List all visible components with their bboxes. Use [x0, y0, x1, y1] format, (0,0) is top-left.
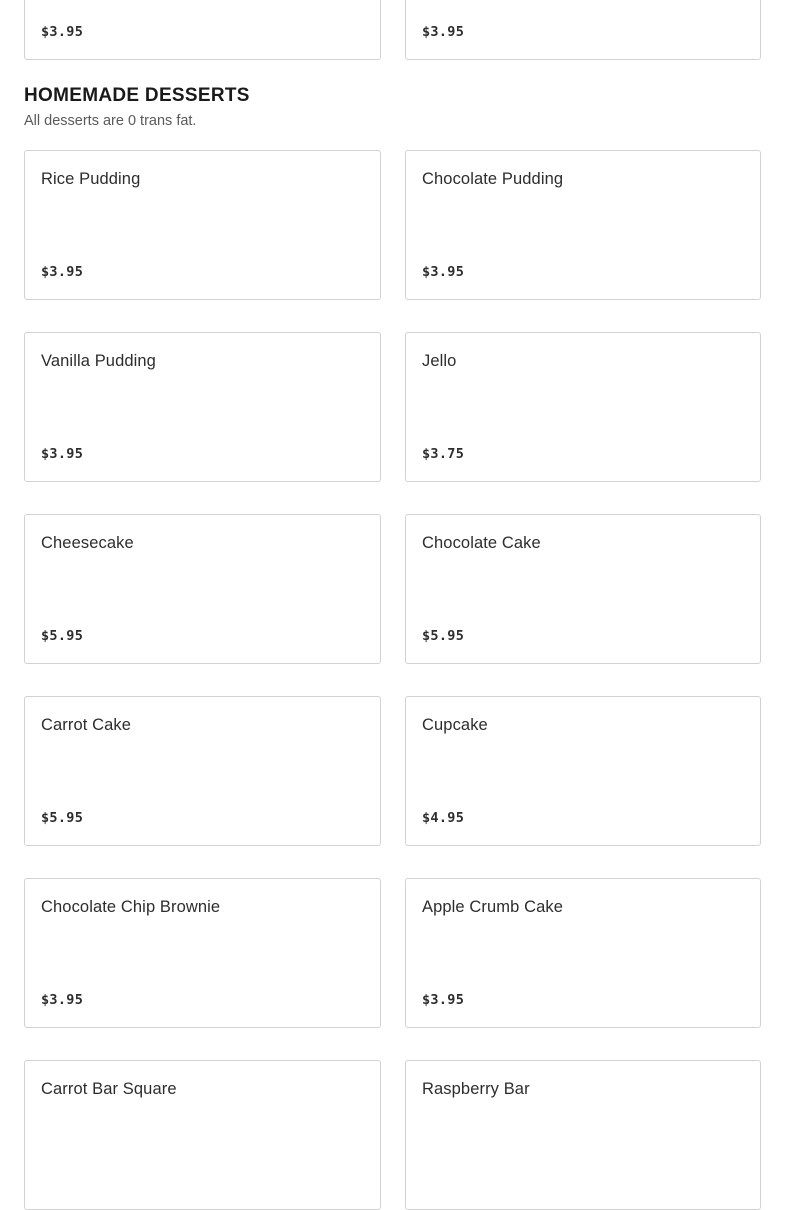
menu-item-name: Raspberry Bar	[422, 1080, 530, 1098]
section-title: HOMEMADE DESSERTS	[24, 85, 250, 106]
menu-item-card[interactable]	[24, 514, 381, 664]
menu-item-price: $3.95	[41, 264, 84, 280]
menu-item-price: $3.95	[422, 992, 465, 1008]
menu-item-name: Chocolate Cake	[422, 534, 541, 552]
menu-item-name: Chocolate Chip Brownie	[41, 898, 221, 916]
menu-item-name: Jello	[422, 352, 457, 370]
menu-item-card[interactable]	[405, 332, 761, 482]
menu-item-price: $5.95	[41, 810, 84, 826]
menu-item-name: Apple Crumb Cake	[422, 898, 563, 916]
desserts-grid	[24, 150, 761, 1210]
menu-item-card[interactable]	[24, 696, 381, 846]
menu-item-card[interactable]	[405, 1060, 761, 1210]
menu-item-card[interactable]	[405, 0, 761, 60]
menu-item-name: Cheesecake	[41, 534, 134, 552]
menu-item-price: $3.95	[41, 24, 84, 40]
menu-item-name: Carrot Bar Square	[41, 1080, 177, 1098]
menu-item-card[interactable]	[24, 150, 381, 300]
menu-item-name: Vanilla Pudding	[41, 352, 156, 370]
menu-item-price: $3.95	[41, 446, 84, 462]
menu-item-card[interactable]	[24, 332, 381, 482]
menu-item-name: Carrot Cake	[41, 716, 132, 734]
menu-item-price: $5.95	[41, 628, 84, 644]
menu-item-name: Rice Pudding	[41, 170, 141, 188]
menu-item-card[interactable]	[24, 878, 381, 1028]
desserts-section-header	[24, 84, 250, 130]
menu-item-price: $3.95	[422, 24, 465, 40]
menu-item-name: Chocolate Pudding	[422, 170, 564, 188]
menu-item-price: $3.75	[422, 446, 465, 462]
menu-item-price: $5.95	[422, 628, 465, 644]
menu-item-name: Cupcake	[422, 716, 488, 734]
menu-item-card[interactable]	[405, 514, 761, 664]
menu-item-card[interactable]	[405, 696, 761, 846]
menu-item-price: $3.95	[422, 264, 465, 280]
menu-item-price: $3.95	[41, 992, 84, 1008]
section-subtitle: All desserts are 0 trans fat.	[24, 113, 197, 129]
previous-section-grid	[24, 0, 761, 60]
menu-item-card[interactable]	[24, 0, 381, 60]
menu-item-price: $4.95	[422, 810, 465, 826]
menu-item-card[interactable]	[405, 150, 761, 300]
menu-item-card[interactable]	[405, 878, 761, 1028]
menu-item-card[interactable]	[24, 1060, 381, 1210]
